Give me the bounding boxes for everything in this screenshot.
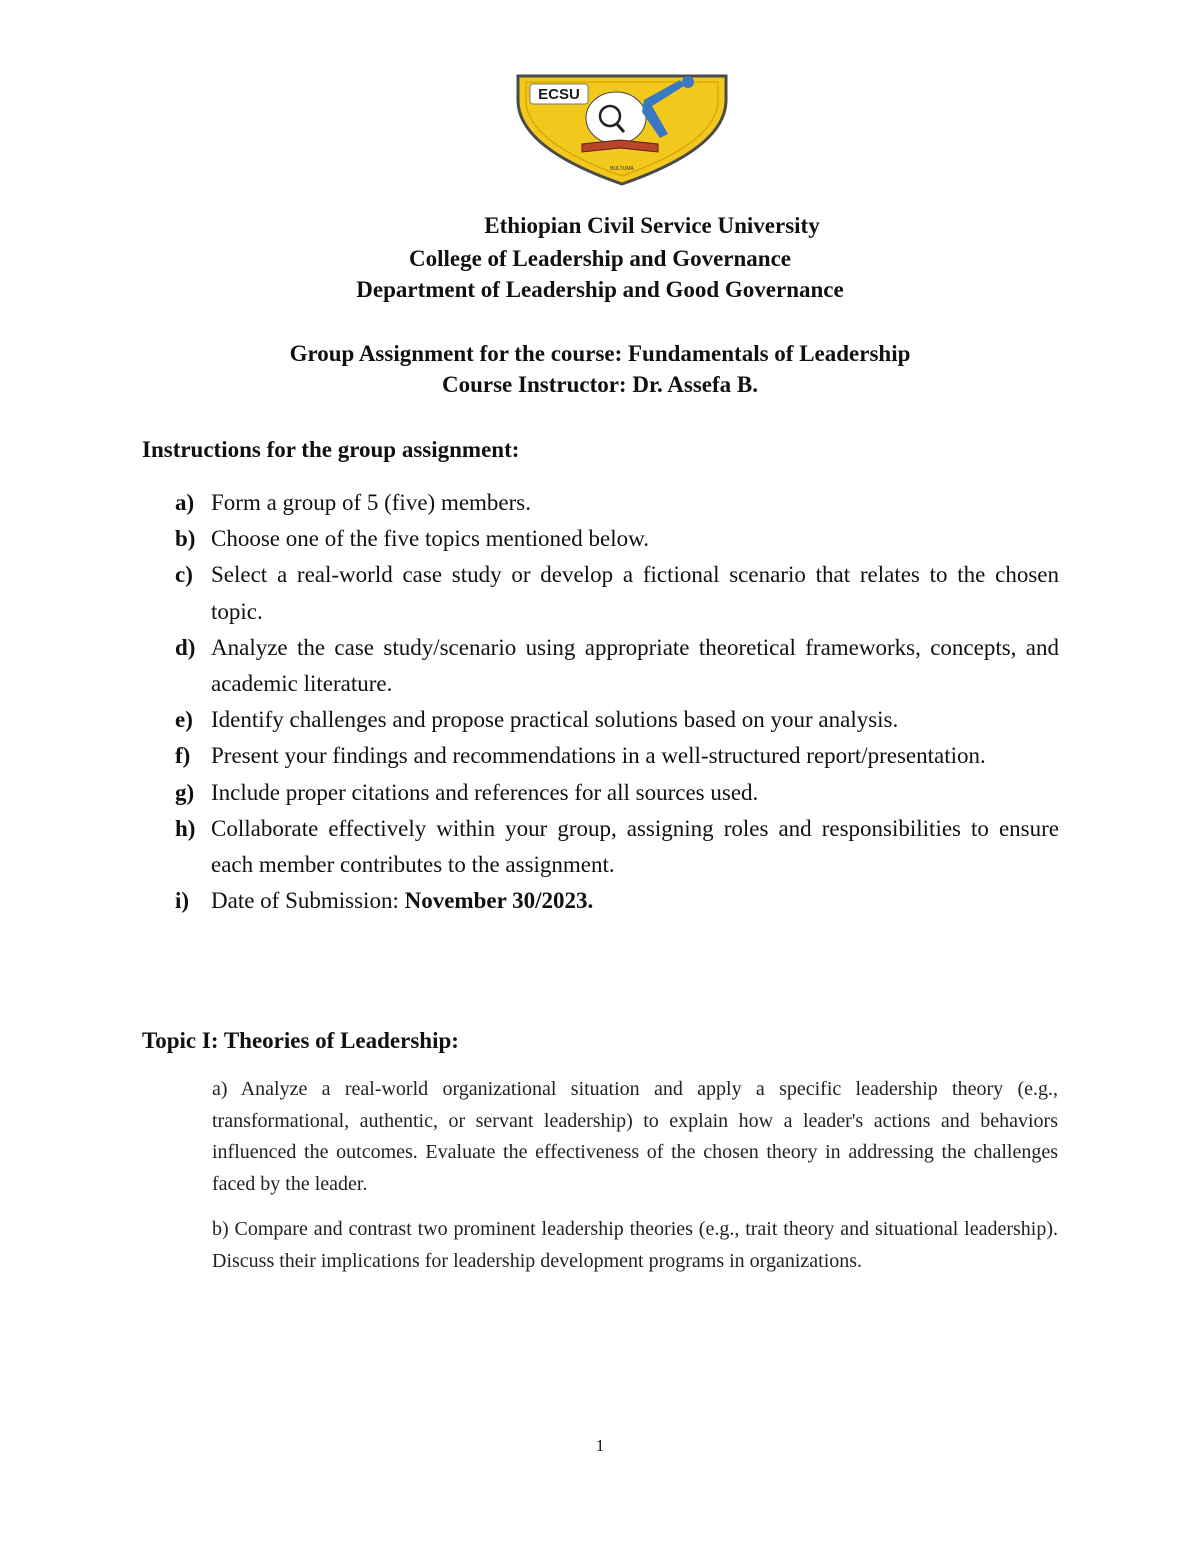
topic-paragraph: b) Compare and contrast two prominent leadership theories (e.g., trait theory and situational leadership). Discuss their implications for leadership development programs in organizations. xyxy=(212,1218,1058,1272)
list-item-text: Date of Submission: xyxy=(211,888,405,914)
department-name: Department of Leadership and Good Governance xyxy=(356,277,844,302)
list-item xyxy=(175,485,1059,521)
list-item xyxy=(175,811,1059,883)
list-item-text: Present your findings and recommendations in a well-structured report/presentation. xyxy=(211,743,986,769)
list-marker: i) xyxy=(175,888,190,914)
list-item xyxy=(175,775,1059,811)
list-item-text: Identify challenges and propose practical solutions based on your analysis. xyxy=(211,707,899,733)
submission-date: November 30/2023. xyxy=(404,888,594,914)
list-item xyxy=(175,521,1059,557)
topic-heading: Topic I: Theories of Leadership: xyxy=(142,1028,459,1053)
list-item-text: Analyze the case study/scenario using appropriate theoretical frameworks, concepts, and academic literature. xyxy=(211,634,1059,697)
logo-motto: BULTUMA xyxy=(610,166,634,172)
list-item xyxy=(175,702,1059,738)
logo-emblem xyxy=(586,92,646,144)
university-name: Ethiopian Civil Service University xyxy=(484,213,820,238)
list-marker: d) xyxy=(175,634,196,660)
assignment-title: Group Assignment for the course: Fundamentals of Leadership xyxy=(289,341,911,366)
list-marker: f) xyxy=(175,743,191,769)
list-marker: a) xyxy=(175,490,195,515)
college-name: College of Leadership and Governance xyxy=(408,246,792,271)
list-item-text: Choose one of the five topics mentioned below. xyxy=(211,526,649,552)
list-marker: b) xyxy=(175,526,196,552)
logo-text: ECSU xyxy=(538,86,580,103)
list-item-text: Include proper citations and references for all sources used. xyxy=(211,779,759,805)
ecsu-logo xyxy=(512,70,732,188)
list-marker: e) xyxy=(175,707,193,733)
list-marker: h) xyxy=(175,815,196,841)
list-marker: g) xyxy=(175,779,195,805)
course-instructor: Course Instructor: Dr. Assefa B. xyxy=(441,372,758,397)
list-item xyxy=(175,738,1059,774)
instructions-heading: Instructions for the group assignment: xyxy=(142,437,520,462)
topic-paragraph: a) Analyze a real-world organizational situation and apply a specific leadership theory (e.g., transformational, authentic, or servant leadership) to explain how a leader's actions and behaviors influenced the outcomes. Evaluate the effectiveness of the chosen theory in addressing the challenges faced by the leader. xyxy=(212,1078,1058,1195)
instructions-list xyxy=(175,485,1059,919)
list-item xyxy=(175,883,1059,919)
list-item-text: Collaborate effectively within your group, assigning roles and responsibilities to ensure each member contributes to the assignment. xyxy=(211,815,1059,878)
list-item xyxy=(175,630,1059,702)
list-item xyxy=(175,557,1059,629)
list-item-text: Select a real-world case study or develop a fictional scenario that relates to the chosen topic. xyxy=(211,562,1059,624)
page-number: 1 xyxy=(595,1436,605,1455)
list-marker: c) xyxy=(175,562,193,588)
list-item-text: Form a group of 5 (five) members. xyxy=(211,490,532,515)
